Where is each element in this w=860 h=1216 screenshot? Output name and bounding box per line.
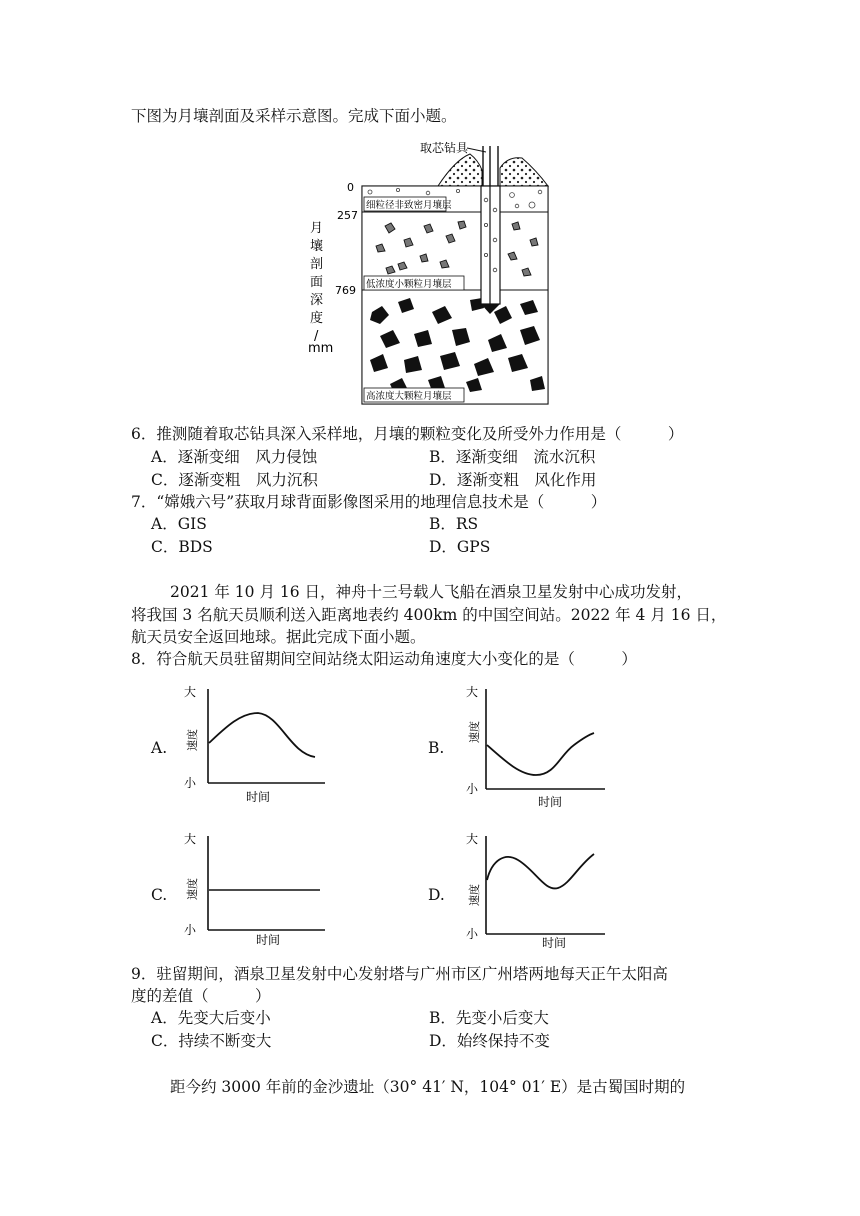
graph-c-small: 小 — [184, 923, 197, 937]
graph-a-time: 时间 — [246, 790, 271, 804]
graph-b-time: 时间 — [538, 795, 563, 809]
q7-option-b: B．RS — [429, 515, 479, 533]
passage2-line1: 2021 年 10 月 16 日，神舟十三号载人飞船在酒泉卫星发射中心成功发射， — [170, 583, 693, 601]
svg-text:月: 月 — [310, 221, 324, 236]
graph-a-small: 小 — [184, 776, 197, 790]
graph-a-big: 大 — [184, 685, 197, 699]
svg-text:/: / — [314, 329, 319, 344]
depth-257: 257 — [337, 209, 358, 222]
depth-axis-label — [308, 221, 333, 356]
graph-b — [460, 683, 620, 813]
q9-option-a: A．先变大后变小 — [151, 1009, 271, 1027]
q9-option-c: C．持续不断变大 — [151, 1032, 272, 1050]
q6-option-c: C．逐渐变粗 风力沉积 — [151, 471, 318, 489]
q9-stem-line2: 度的差值（ ） — [131, 987, 271, 1005]
q9-option-d: D．始终保持不变 — [429, 1032, 550, 1050]
graph-d-small: 小 — [466, 927, 479, 941]
q7-option-d: D．GPS — [429, 538, 491, 556]
layer-label-3: 高浓度大颗粒月壤层 — [366, 391, 452, 402]
q8-option-c-label: C. — [151, 886, 168, 904]
surface-mound-right — [500, 158, 548, 186]
graph-d — [460, 830, 620, 960]
svg-text:mm: mm — [308, 341, 334, 356]
graph-c — [180, 830, 340, 960]
q7-stem: 7．“嫦娥六号”获取月球背面影像图采用的地理信息技术是（ ） — [131, 493, 607, 511]
svg-text:壤: 壤 — [310, 239, 324, 254]
passage2-line3: 航天员安全返回地球。据此完成下面小题。 — [131, 628, 426, 646]
q8-option-a-label: A. — [151, 739, 168, 757]
layer-label-2: 低浓度小颗粒月壤层 — [366, 279, 452, 290]
svg-text:深: 深 — [310, 293, 324, 308]
q9-stem-line1: 9．驻留期间，酒泉卫星发射中心发射塔与广州市区广州塔两地每天正午太阳高 — [131, 965, 668, 983]
q6-stem: 6．推测随着取芯钻具深入采样地，月壤的颗粒变化及所受外力作用是（ ） — [131, 425, 684, 443]
q7-option-c: C．BDS — [151, 538, 213, 556]
graph-d-big: 大 — [466, 832, 479, 846]
graph-c-speed: 速度 — [186, 878, 199, 900]
surface-mound-left — [438, 154, 482, 186]
q8-option-d-label: D. — [428, 886, 445, 904]
graph-d-time: 时间 — [542, 936, 567, 950]
regolith-profile-diagram — [0, 0, 860, 420]
graph-b-small: 小 — [466, 782, 479, 796]
q9-option-b: B．先变小后变大 — [429, 1009, 549, 1027]
svg-text:剖: 剖 — [310, 257, 324, 272]
tool-label: 取芯钻具 — [420, 141, 469, 155]
graph-a-speed: 速度 — [186, 729, 199, 751]
graph-c-big: 大 — [184, 832, 197, 846]
q6-option-d: D．逐渐变粗 风化作用 — [429, 471, 597, 489]
depth-0: 0 — [347, 181, 354, 194]
passage2-line2: 将我国 3 名航天员顺利送入距离地表约 400km 的中国空间站。2022 年 4 月 16 日， — [131, 606, 727, 624]
q7-option-a: A．GIS — [151, 515, 207, 533]
layer-label-1: 细粒径非致密月壤层 — [366, 200, 452, 211]
graph-b-big: 大 — [466, 685, 479, 699]
depth-769: 769 — [335, 284, 356, 297]
q8-option-b-label: B. — [428, 739, 445, 757]
q6-option-a: A．逐渐变细 风力侵蚀 — [151, 448, 318, 466]
svg-text:度: 度 — [310, 311, 324, 326]
svg-text:面: 面 — [310, 275, 324, 290]
graph-c-time: 时间 — [256, 933, 281, 947]
graph-d-speed: 速度 — [468, 884, 481, 906]
q8-stem: 8．符合航天员驻留期间空间站绕太阳运动角速度大小变化的是（ ） — [131, 650, 637, 668]
passage3-line1: 距今约 3000 年前的金沙遗址（30° 41′ N，104° 01′ E）是古蜀国时期的 — [170, 1078, 686, 1096]
graph-b-speed: 速度 — [468, 721, 481, 743]
q6-option-b: B．逐渐变细 流水沉积 — [429, 448, 596, 466]
graph-a — [180, 683, 340, 813]
intro-text: 下图为月壤剖面及采样示意图。完成下面小题。 — [131, 107, 457, 125]
